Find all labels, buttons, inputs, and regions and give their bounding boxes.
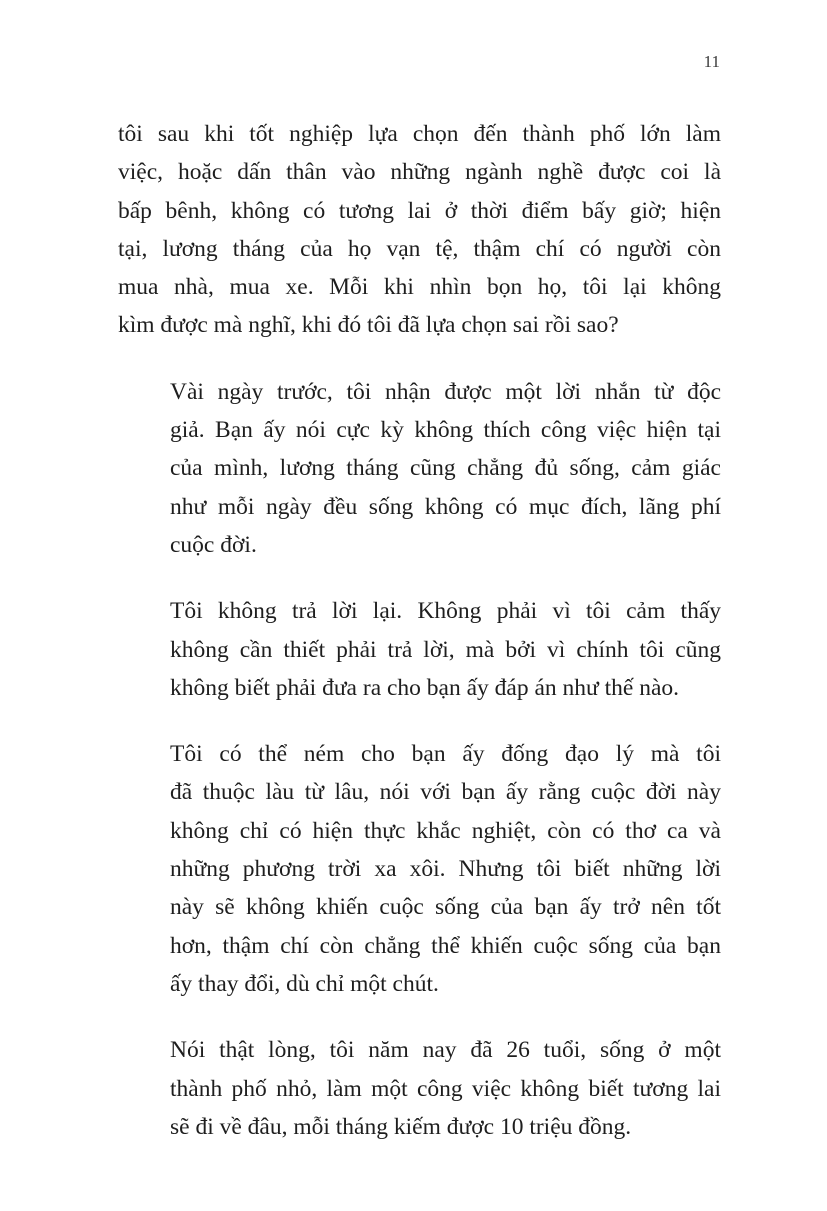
- text-line: Tôi có thể ném cho bạn ấy đống đạo lý mà tôi: [170, 741, 721, 768]
- text-line: mua nhà, mua xe. Mỗi khi nhìn bọn họ, tôi lại không: [118, 274, 721, 301]
- paragraph-2: [118, 373, 721, 564]
- text-line: này sẽ không khiến cuộc sống của bạn ấy trở nên tốt: [170, 894, 721, 921]
- text-line: bấp bênh, không có tương lai ở thời điểm bấy giờ; hiện: [118, 197, 721, 224]
- text-line: giả. Bạn ấy nói cực kỳ không thích công việc hiện tại: [170, 417, 721, 444]
- text-line: thành phố nhỏ, làm một công việc không biết tương lai: [170, 1075, 721, 1102]
- text-line: những phương trời xa xôi. Nhưng tôi biết những lời: [170, 856, 721, 883]
- text-line: tôi sau khi tốt nghiệp lựa chọn đến thành phố lớn làm: [118, 121, 721, 147]
- paragraph-3: [118, 592, 721, 707]
- text-line: kìm được mà nghĩ, khi đó tôi đã lựa chọn sai rồi sao?: [118, 312, 619, 339]
- text-line: Tôi không trả lời lại. Không phải vì tôi cảm thấy: [170, 598, 721, 625]
- page-number: 11: [703, 52, 720, 71]
- text-line: của mình, lương tháng cũng chẳng đủ sống, cảm giác: [170, 455, 721, 482]
- text-line: không biết phải đưa ra cho bạn ấy đáp án như thế nào.: [170, 674, 680, 701]
- paragraph-4: [118, 735, 721, 1003]
- text-line: Vài ngày trước, tôi nhận được một lời nhắn từ độc: [170, 378, 721, 405]
- text-line: cuộc đời.: [170, 531, 257, 558]
- text-line: không cần thiết phải trả lời, mà bởi vì chính tôi cũng: [170, 636, 721, 663]
- text-line: không chỉ có hiện thực khắc nghiệt, còn có thơ ca và: [170, 817, 721, 844]
- paragraph-5: [118, 1031, 721, 1146]
- text-line: hơn, thậm chí còn chẳng thể khiến cuộc sống của bạn: [170, 932, 721, 959]
- text-line: đã thuộc làu từ lâu, nói với bạn ấy rằng cuộc đời này: [170, 779, 721, 806]
- text-line: sẽ đi về đâu, mỗi tháng kiếm được 10 triệu đồng.: [170, 1113, 632, 1140]
- paragraph-1: [118, 115, 721, 345]
- text-line: Nói thật lòng, tôi năm nay đã 26 tuổi, sống ở một: [170, 1037, 721, 1064]
- text-line: tại, lương tháng của họ vạn tệ, thậm chí có người còn: [118, 235, 721, 262]
- text-line: như mỗi ngày đều sống không có mục đích, lãng phí: [170, 493, 721, 520]
- text-line: ấy thay đổi, dù chỉ một chút.: [170, 970, 439, 997]
- text-line: việc, hoặc dấn thân vào những ngành nghề được coi là: [118, 159, 721, 186]
- page-body: [118, 115, 721, 1174]
